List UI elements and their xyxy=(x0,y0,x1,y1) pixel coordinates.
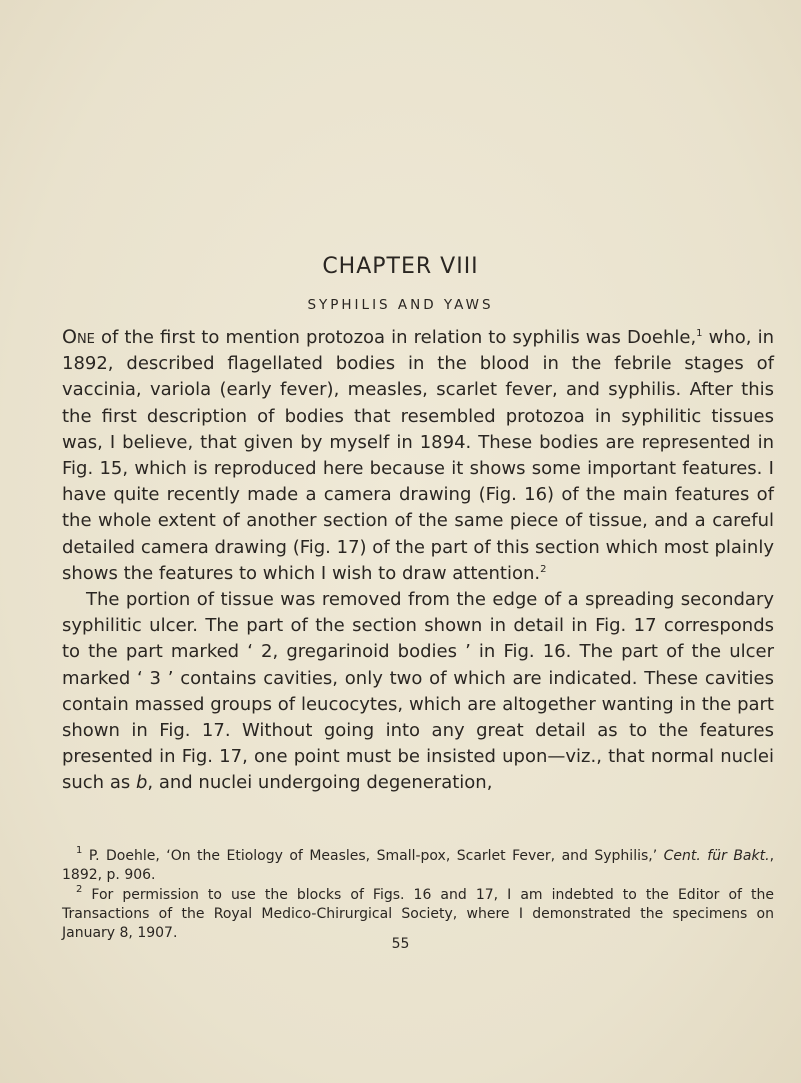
footnote-1 xyxy=(62,847,774,886)
body-text xyxy=(62,324,774,797)
paragraph-1 xyxy=(62,324,774,587)
footnote-1-text-a: P. Doehle, ‘On the Etiology of Measles, Small-pox, Scarlet Fever, and Syphilis,’ xyxy=(82,848,664,864)
paragraph-1-text-a: of the first to mention protozoa in relation to syphilis was Doehle, xyxy=(94,327,697,348)
footnote-1-journal: Cent. für Bakt. xyxy=(663,848,770,864)
footnote-2 xyxy=(62,883,774,944)
paragraph-1-text-b: who, in 1892, described flagellated bodies in the blood in the febrile stages of vaccinia, variola (early fever), measles, scarlet fever, and syphilis. After this the first description of bodies that resembled protozoa in syphilitic tissues was, I believe, that given by myself in 1894. These bodies are represented in Fig. 15, which is reproduced here because it shows some important features. I have quite recently made a camera drawing (Fig. 16) of the main features of the whole extent of another section of the same piece of tissue, and a careful detailed camera drawing (Fig. 17) of the part of this section which most plainly shows the features to which I wish to draw attention. xyxy=(62,327,774,584)
chapter-title: SYPHILIS AND YAWS xyxy=(307,297,494,313)
footnote-2-marker: 2 xyxy=(76,883,83,895)
paragraph-2-text-a: The portion of tissue was removed from the edge of a spreading secondary syphilitic ulcer. The part of the section shown in detail in Fig. 17 corresponds to the part marked ‘ 2, gregarinoid bodies ’ in Fig. 16. The part of the ulcer marked ‘ 3 ’ contains cavities, only two of which are indicated. These cavities contain massed groups of leucocytes, which are altogether wanting in the part shown in Fig. 17. Without going into any great detail as to the features presented in Fig. 17, one point must be insisted upon—viz., that normal nuclei such as xyxy=(62,589,774,794)
footnote-1-text-b: , 1892, p. 906. xyxy=(62,848,775,884)
italic-letter-b: b xyxy=(135,772,148,794)
lead-word: One xyxy=(62,326,95,348)
footnote-2-text: For permission to use the blocks of Figs. 16 and 17, I am indebted to the Editor of the Transactions of the Royal Medico-Chirurgical Society, where I demonstrated the specimens on January 8, 1907. xyxy=(62,886,774,942)
footnote-ref-1: 1 xyxy=(696,328,703,339)
footnote-ref-2: 2 xyxy=(540,563,547,575)
paragraph-2 xyxy=(62,587,774,797)
page-number: 55 xyxy=(391,936,410,952)
paragraph-2-text-b: , and nuclei undergoing degeneration, xyxy=(147,772,493,794)
chapter-number: CHAPTER VIII xyxy=(322,254,479,279)
footnotes xyxy=(62,847,774,943)
footnote-1-marker: 1 xyxy=(76,845,83,856)
